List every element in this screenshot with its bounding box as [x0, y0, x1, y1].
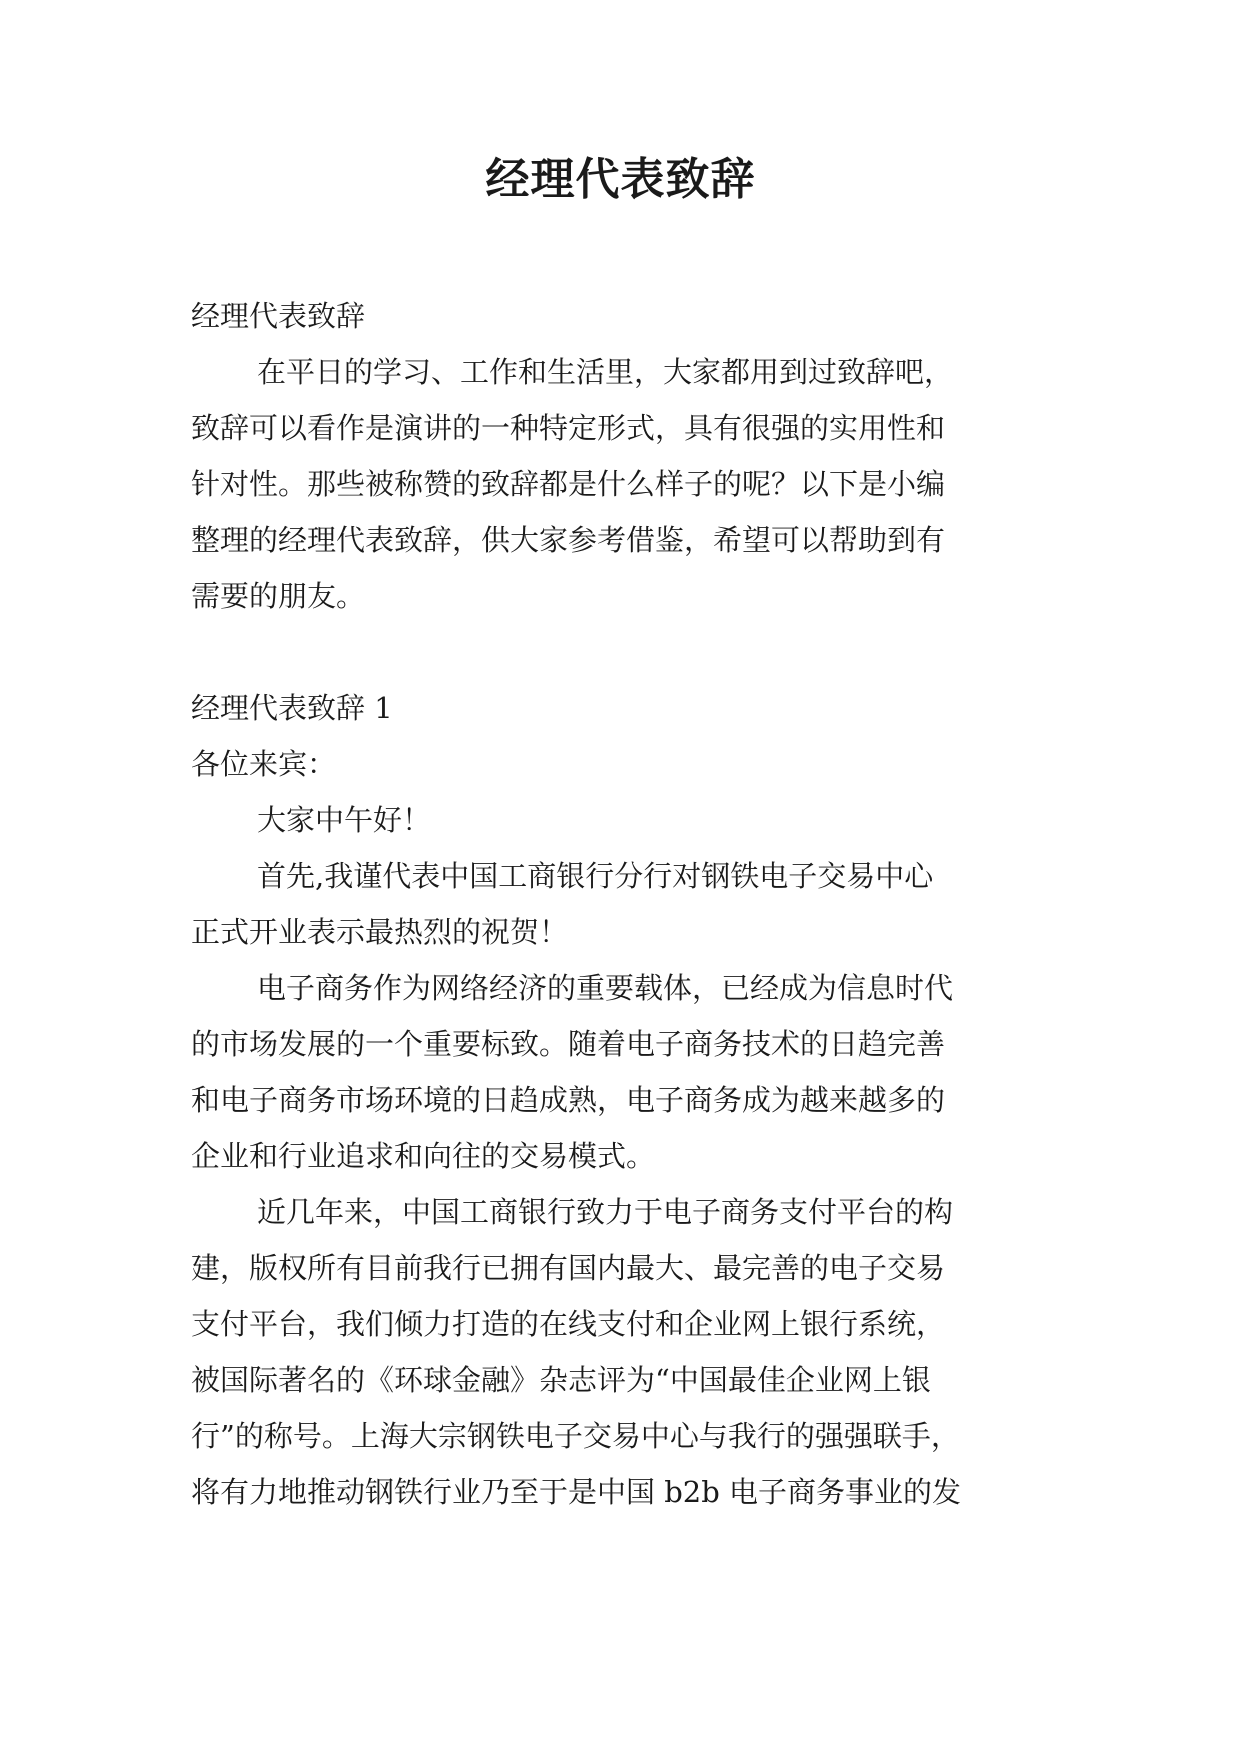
paragraph-line: 电子商务作为网络经济的重要载体，已经成为信息时代 — [257, 971, 954, 1005]
intro-line: 在平日的学习、工作和生活里，大家都用到过致辞吧， — [257, 355, 954, 389]
section-gap — [191, 624, 1071, 680]
greeting: 大家中午好！ — [257, 803, 432, 837]
paragraph-line: 的市场发展的一个重要标致。随着电子商务技术的日趋完善 — [191, 1027, 946, 1061]
intro-line: 整理的经理代表致辞，供大家参考借鉴，希望可以帮助到有 — [191, 523, 946, 557]
document-title: 经理代表致辞 — [485, 154, 756, 205]
document-heading: 经理代表致辞 — [191, 299, 366, 333]
intro-line: 需要的朋友。 — [191, 579, 366, 613]
document-body — [191, 288, 1071, 1520]
intro-line: 针对性。那些被称赞的致辞都是什么样子的呢？以下是小编 — [191, 467, 946, 501]
paragraph-line: 建，版权所有目前我行已拥有国内最大、最完善的电子交易 — [191, 1251, 946, 1285]
paragraph-line: 正式开业表示最热烈的祝贺！ — [191, 915, 569, 949]
paragraph-line: 将有力地推动钢铁行业乃至于是中国 b2b 电子商务事业的发 — [191, 1475, 962, 1509]
section-heading: 经理代表致辞 1 — [191, 691, 393, 725]
paragraph-line: 首先,我谨代表中国工商银行分行对钢铁电子交易中心 — [257, 859, 934, 893]
paragraph-line: 和电子商务市场环境的日趋成熟，电子商务成为越来越多的 — [191, 1083, 946, 1117]
paragraph-line: 被国际著名的《环球金融》杂志评为“中国最佳企业网上银 — [191, 1363, 931, 1397]
intro-line: 致辞可以看作是演讲的一种特定形式，具有很强的实用性和 — [191, 411, 946, 445]
salutation: 各位来宾： — [191, 747, 337, 781]
paragraph-line: 近几年来，中国工商银行致力于电子商务支付平台的构 — [257, 1195, 954, 1229]
paragraph-line: 支付平台，我们倾力打造的在线支付和企业网上银行系统， — [191, 1307, 946, 1341]
paragraph-line: 企业和行业追求和向往的交易模式。 — [191, 1139, 656, 1173]
paragraph-line: 行”的称号。上海大宗钢铁电子交易中心与我行的强强联手， — [191, 1419, 960, 1453]
